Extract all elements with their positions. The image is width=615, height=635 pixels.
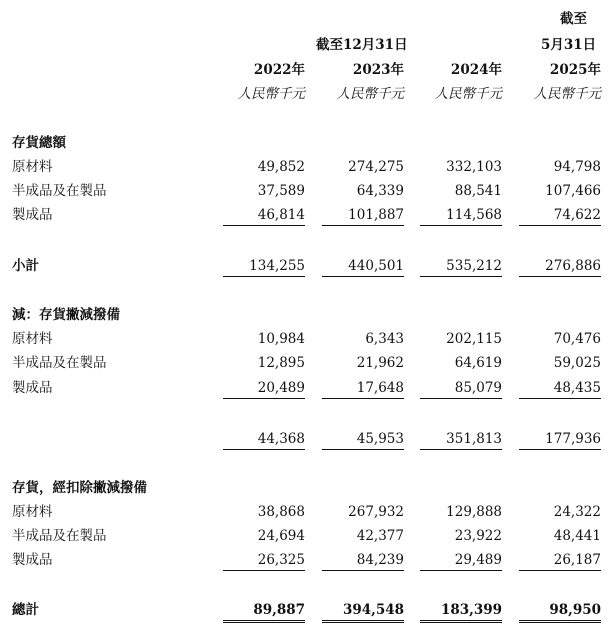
cell-value: 21,962 bbox=[356, 355, 404, 371]
cell-value: 114,568 bbox=[446, 207, 502, 223]
double-underline-rule bbox=[322, 620, 404, 623]
header-unit-2025: 人民幣千元 bbox=[533, 86, 601, 102]
row-label-raw-materials: 原材料 bbox=[12, 331, 53, 347]
underline-rule bbox=[223, 449, 305, 450]
row-label-work-in-progress: 半成品及在製品 bbox=[12, 528, 107, 544]
header-as-at-december: 截至12月31日 bbox=[316, 37, 408, 53]
double-underline-rule bbox=[223, 620, 305, 623]
cell-value: 10,984 bbox=[257, 331, 305, 347]
double-underline-rule bbox=[420, 620, 502, 623]
cell-value: 29,489 bbox=[454, 552, 502, 568]
subtotal-value: 535,212 bbox=[446, 258, 502, 274]
total-value: 98,950 bbox=[549, 602, 601, 618]
row-label-raw-materials: 原材料 bbox=[12, 504, 53, 520]
underline-rule bbox=[420, 449, 502, 450]
cell-value: 23,922 bbox=[454, 528, 502, 544]
cell-value: 38,868 bbox=[257, 504, 305, 520]
cell-value: 49,852 bbox=[257, 159, 305, 175]
row-label-total: 總計 bbox=[12, 602, 39, 618]
underline-rule bbox=[519, 570, 601, 571]
row-label-subtotal: 小計 bbox=[12, 258, 39, 274]
underline-rule bbox=[519, 398, 601, 399]
cell-value: 46,814 bbox=[257, 207, 305, 223]
cell-value: 24,322 bbox=[553, 504, 601, 520]
underline-rule bbox=[420, 570, 502, 571]
row-label-finished-goods: 製成品 bbox=[12, 380, 53, 396]
section-title-provision: 減：存貨撇減撥備 bbox=[12, 307, 120, 323]
row-label-work-in-progress: 半成品及在製品 bbox=[12, 355, 107, 371]
underline-rule bbox=[420, 225, 502, 226]
cell-value: 17,648 bbox=[356, 380, 404, 396]
header-unit-2024: 人民幣千元 bbox=[434, 86, 502, 102]
row-label-finished-goods: 製成品 bbox=[12, 552, 53, 568]
cell-value: 88,541 bbox=[454, 183, 502, 199]
underline-rule bbox=[322, 570, 404, 571]
subtotal-value: 276,886 bbox=[545, 258, 601, 274]
cell-value: 332,103 bbox=[446, 159, 502, 175]
cell-value: 64,339 bbox=[356, 183, 404, 199]
cell-value: 59,025 bbox=[553, 355, 601, 371]
cell-value: 37,589 bbox=[257, 183, 305, 199]
section-title-gross-inventory: 存貨總額 bbox=[12, 135, 66, 151]
cell-value: 84,239 bbox=[356, 552, 404, 568]
underline-rule bbox=[223, 276, 305, 277]
subtotal-value: 351,813 bbox=[446, 431, 502, 447]
subtotal-value: 45,953 bbox=[356, 431, 404, 447]
cell-value: 85,079 bbox=[454, 380, 502, 396]
cell-value: 20,489 bbox=[257, 380, 305, 396]
cell-value: 267,932 bbox=[348, 504, 404, 520]
cell-value: 6,343 bbox=[365, 331, 404, 347]
subtotal-value: 177,936 bbox=[545, 431, 601, 447]
cell-value: 274,275 bbox=[348, 159, 404, 175]
double-underline-rule bbox=[519, 620, 601, 623]
section-title-net-inventory: 存貨，經扣除撇減撥備 bbox=[12, 480, 147, 496]
header-year-2023: 2023年 bbox=[352, 62, 404, 78]
total-value: 89,887 bbox=[253, 602, 305, 618]
cell-value: 107,466 bbox=[545, 183, 601, 199]
underline-rule bbox=[519, 276, 601, 277]
row-label-finished-goods: 製成品 bbox=[12, 207, 53, 223]
underline-rule bbox=[322, 276, 404, 277]
cell-value: 42,377 bbox=[356, 528, 404, 544]
cell-value: 64,619 bbox=[454, 355, 502, 371]
header-unit-2023: 人民幣千元 bbox=[336, 86, 404, 102]
header-as-at-may-line1: 截至 bbox=[560, 11, 587, 27]
header-year-2022: 2022年 bbox=[253, 62, 305, 78]
cell-value: 94,798 bbox=[553, 159, 601, 175]
header-unit-2022: 人民幣千元 bbox=[237, 86, 305, 102]
subtotal-value: 440,501 bbox=[348, 258, 404, 274]
underline-rule bbox=[223, 398, 305, 399]
cell-value: 70,476 bbox=[553, 331, 601, 347]
cell-value: 12,895 bbox=[257, 355, 305, 371]
underline-rule bbox=[322, 225, 404, 226]
underline-rule bbox=[223, 570, 305, 571]
underline-rule bbox=[519, 449, 601, 450]
cell-value: 24,694 bbox=[257, 528, 305, 544]
cell-value: 48,435 bbox=[553, 380, 601, 396]
cell-value: 26,187 bbox=[553, 552, 601, 568]
underline-rule bbox=[223, 225, 305, 226]
underline-rule bbox=[420, 398, 502, 399]
cell-value: 48,441 bbox=[553, 528, 601, 544]
subtotal-value: 134,255 bbox=[249, 258, 305, 274]
cell-value: 202,115 bbox=[446, 331, 502, 347]
cell-value: 74,622 bbox=[553, 207, 601, 223]
underline-rule bbox=[322, 398, 404, 399]
underline-rule bbox=[420, 276, 502, 277]
cell-value: 101,887 bbox=[348, 207, 404, 223]
header-year-2025: 2025年 bbox=[549, 62, 601, 78]
total-value: 394,548 bbox=[342, 602, 404, 618]
cell-value: 26,325 bbox=[257, 552, 305, 568]
row-label-raw-materials: 原材料 bbox=[12, 159, 53, 175]
header-year-2024: 2024年 bbox=[450, 62, 502, 78]
row-label-work-in-progress: 半成品及在製品 bbox=[12, 183, 107, 199]
total-value: 183,399 bbox=[440, 602, 502, 618]
underline-rule bbox=[519, 225, 601, 226]
subtotal-value: 44,368 bbox=[257, 431, 305, 447]
underline-rule bbox=[322, 449, 404, 450]
cell-value: 129,888 bbox=[446, 504, 502, 520]
header-as-at-may-line2: 5月31日 bbox=[541, 37, 597, 53]
